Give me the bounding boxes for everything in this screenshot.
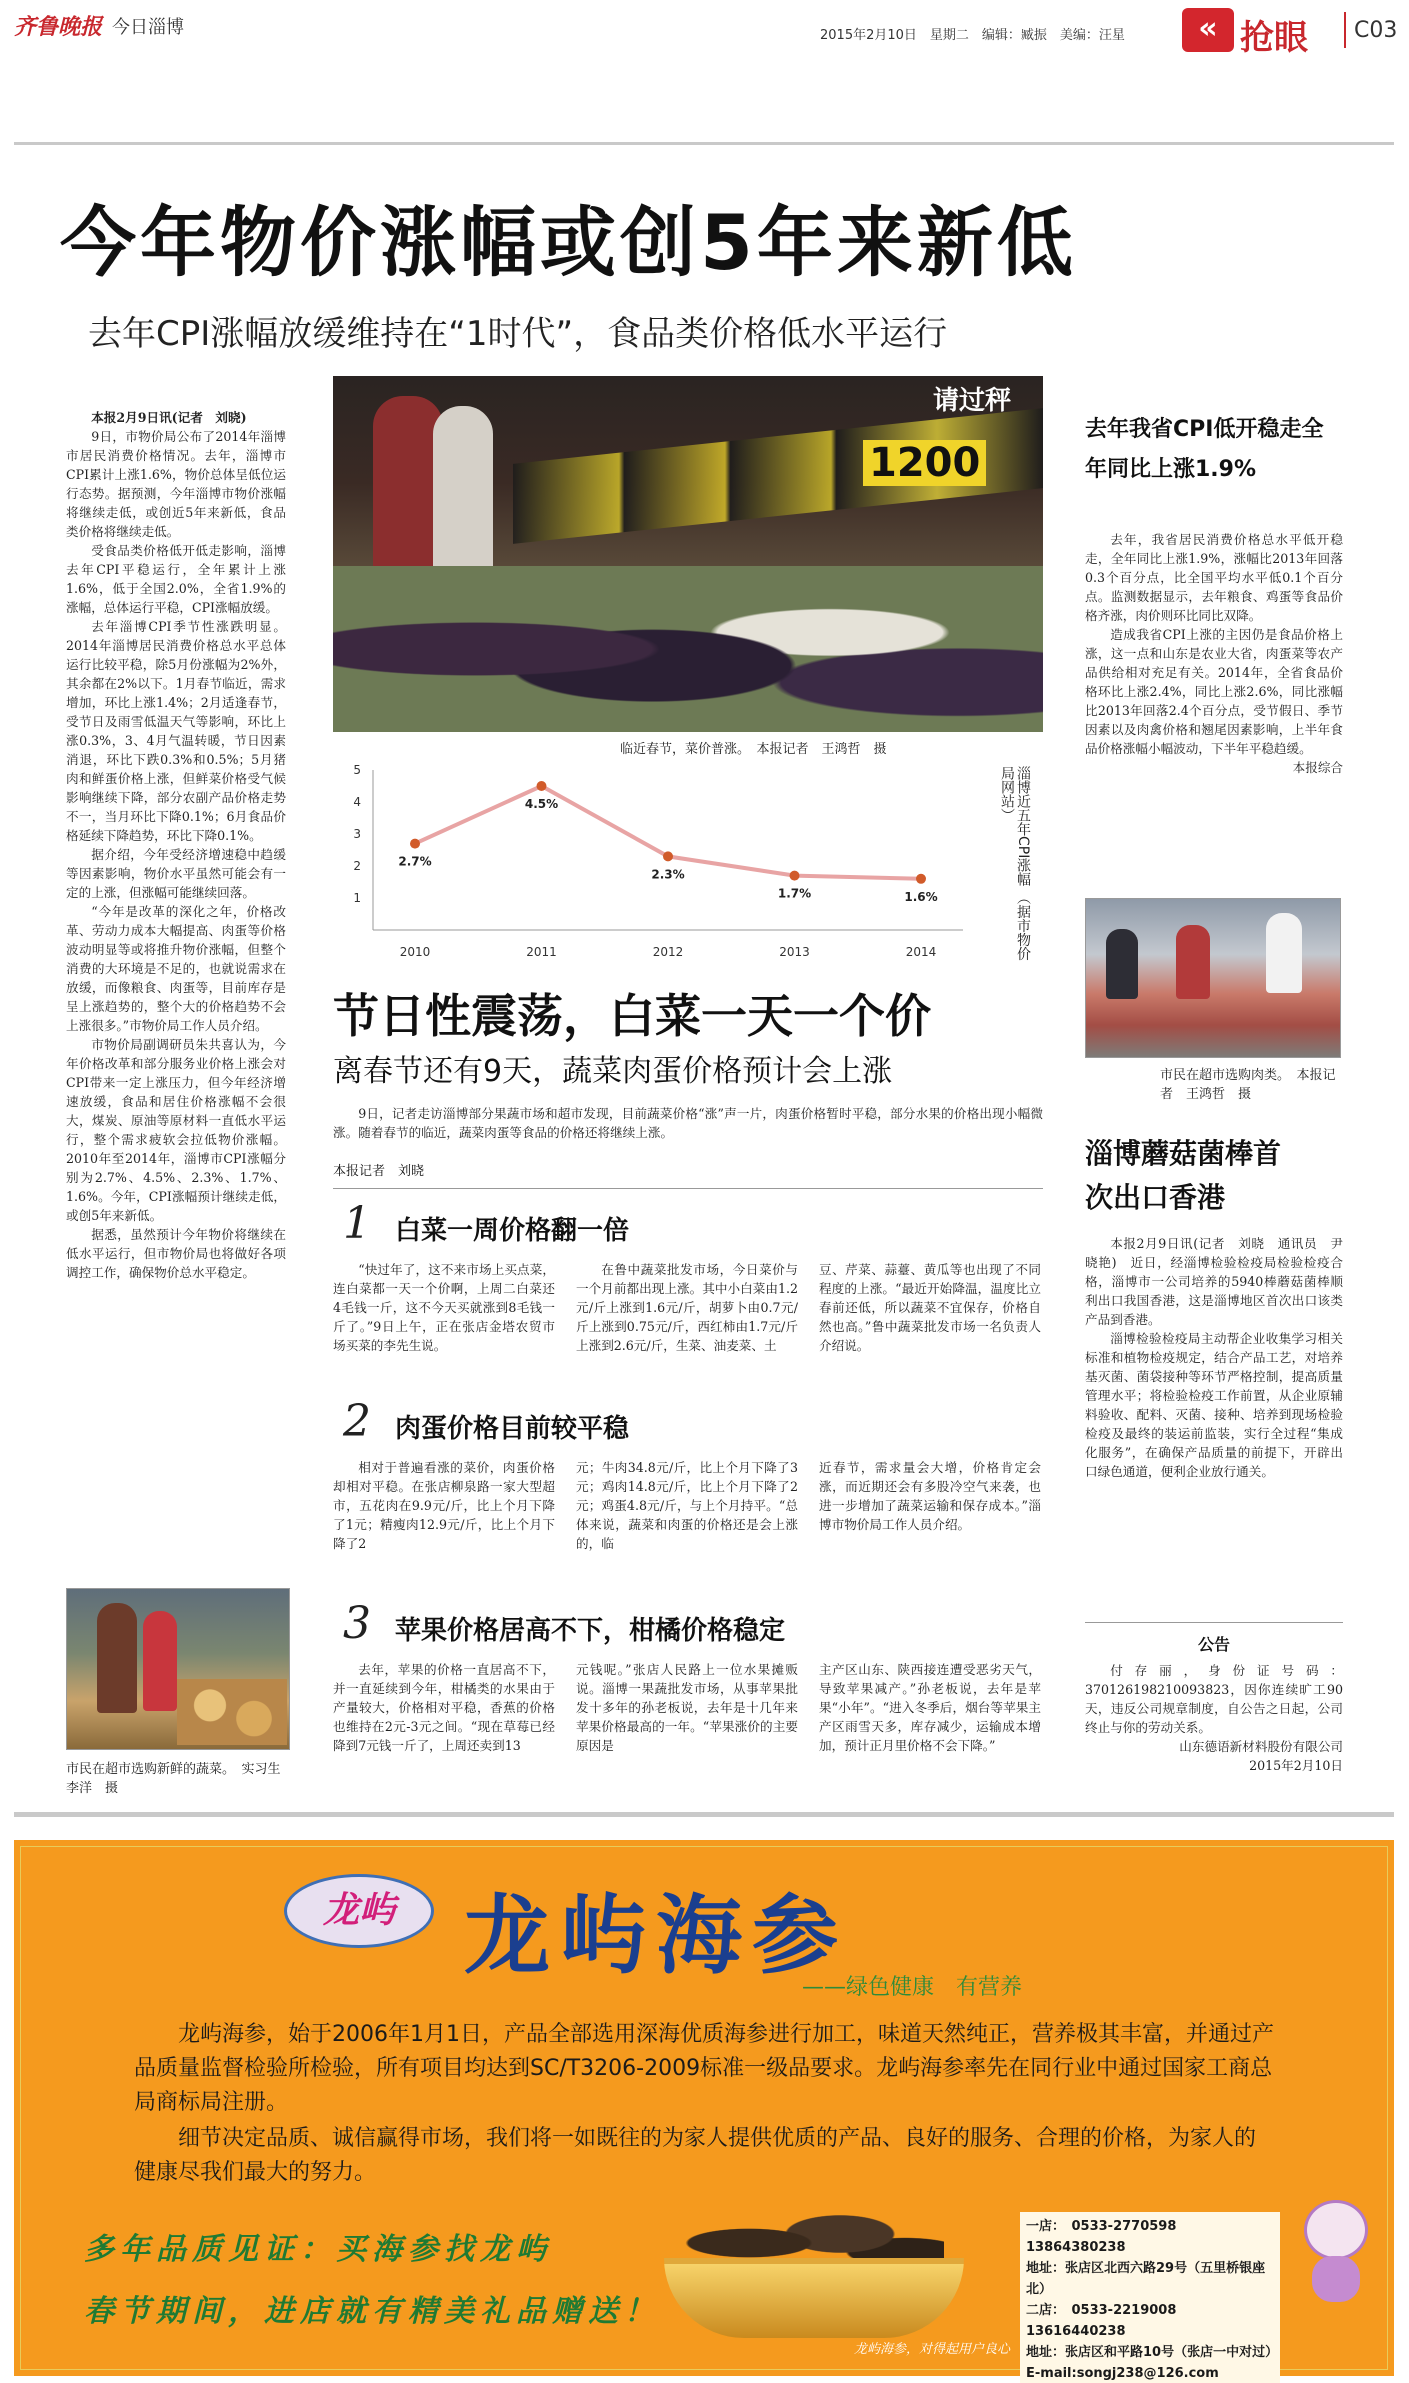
- page-number: C03: [1354, 18, 1398, 43]
- left-para: 据悉，虽然预计今年物价将继续在低水平运行，但市物价局也将做好各项调控工作，确保物价总水平稳定。: [66, 1227, 286, 1280]
- section-col: 去年，苹果的价格一直居高不下，并一直延续到今年，柑橘类的水果由于产量较大，价格相对平稳，香蕉的价格也维持在2元-3元之间。“现在草莓已经降到7元钱一斤了，上周还卖到13: [333, 1662, 555, 1753]
- mascot-head: [1304, 2200, 1368, 2260]
- data-point: [663, 851, 673, 861]
- notice-text: 付存丽，身份证号码：370126198210093823，因你连续旷工90天，违反公司规章制度，自公告之日起，公司终止与你的劳动关系。: [1085, 1663, 1343, 1735]
- data-label: 1.7%: [777, 886, 812, 901]
- section-col: 豆、芹菜、蒜薹、黄瓜等也出现了不同程度的上涨。“最近开始降温，温度比立春前还低，所以蔬菜不宜保存，价格自然也高。”鲁中蔬菜批发市场一名负责人介绍说。: [819, 1262, 1041, 1353]
- x-tick-label: 2013: [779, 945, 810, 959]
- data-label: 4.5%: [524, 797, 559, 811]
- photo-vegetables: [333, 566, 1043, 732]
- page-subtitle: 去年CPI涨幅放缓维持在“1时代”，食品类价格低水平运行: [88, 314, 948, 354]
- x-tick-label: 2011: [526, 945, 557, 959]
- contact-line: 地址：张店区和平路10号（张店一中对过）: [1026, 2345, 1279, 2360]
- ad-promo-1: 多年品质见证：买海参找龙屿: [84, 2232, 552, 2267]
- section-col: “快过年了，这不来市场上买点菜，连白菜都一天一个价啊，上周二白菜还4毛钱一斤，这不今天买就涨到8毛钱一斤了。”9日上午，正在张店金塔农贸市场买菜的李先生说。: [333, 1262, 555, 1353]
- section-col: 元；牛肉34.8元/斤，比上个月下降了3元；鸡肉14.8元/斤，比上个月下降了2元；鸡蛋4.8元/斤，与上个月持平。“总体来说，蔬菜和肉蛋的价格还是会上涨的，临: [576, 1460, 798, 1551]
- section-col: 主产区山东、陕西接连遭受恶劣天气，导致苹果减产。”孙老板说，去年是苹果“小年”。“进入冬季后，烟台等苹果主产区雨雪天多，库存减少，运输成本增加，预计正月里价格不会下降。”: [819, 1662, 1041, 1753]
- left-para: 受食品类价格低开低走影响，淄博去年CPI平稳运行，全年累计上涨1.6%，低于全国2.0%，全省1.9%的涨幅，总体运行平稳，CPI涨幅放缓。: [66, 543, 286, 615]
- ad-paragraph-1: 龙屿海参，始于2006年1月1日，产品全部选用深海优质海参进行加工，味道天然纯正，营养极其丰富，并通过产品质量监督检验所检验，所有项目均达到SC/T3206-2009标准一级品要求。龙屿海参率先在同行业中通过国家工商总局商标局注册。: [134, 2022, 1274, 2115]
- photo-shopper: [143, 1611, 177, 1711]
- section-title: 苹果价格居高不下，柑橘价格稳定: [395, 1616, 786, 1646]
- chart-source: （据市物价局网站）: [999, 766, 1031, 961]
- ad-promo-2: 春节期间，进店就有精美礼品赠送！: [84, 2294, 660, 2329]
- section-col: 相对于普遍看涨的菜价，肉蛋价格却相对平稳。在张店柳泉路一家大型超市，五花肉在9.9元/斤，比上个月下降了1元；精瘦肉12.9元/斤，比上个月下降了2: [333, 1460, 555, 1551]
- data-point: [790, 871, 800, 881]
- right-story1-byline: 本报综合: [1292, 760, 1343, 775]
- right-photo-caption: 市民在超市选购肉类。 本报记者 王鸿哲 摄: [1160, 1068, 1336, 1102]
- photo-shopper: [97, 1603, 137, 1713]
- data-label: 2.3%: [651, 867, 685, 882]
- section-number: 1: [343, 1198, 371, 1249]
- feature-section-1: [333, 1198, 1043, 1368]
- ad-rule: [14, 1812, 1394, 1817]
- contact-line: 一店： 0533-2770598 13864380238: [1026, 2219, 1190, 2255]
- feature-section-2: [333, 1396, 1043, 1606]
- feature-byline: 本报记者 刘晓: [333, 1164, 425, 1179]
- photo-butcher: [1266, 913, 1302, 993]
- cpi-series-line: [415, 786, 921, 882]
- x-tick-label: 2012: [652, 945, 684, 959]
- ad-bowl-image: [654, 2188, 1011, 2358]
- y-tick-label: 5: [353, 763, 361, 777]
- left-para: 去年淄博CPI季节性涨跌明显。2014年淄博居民消费价格总水平总体运行比较平稳，除5月份涨幅为2%外，其余都在2%以下。1月春节临近，需求增加，环比上涨1.4%；2月适逢春节，受节日及雨雪低温天气等影响，环比上涨0.3%，3、4月气温转暖，节日因素消退，环比下跌0.3%和0.5%；5月猪肉和鲜蛋价格上涨，但鲜菜价格受气候影响继续下降，部分农副产品价格走势不一，当月环比下降0.1%；6月食品价格延续下降趋势，环比下降0.1%。: [66, 619, 286, 843]
- feature-subtitle: 离春节还有9天，蔬菜肉蛋价格预计会上涨: [333, 1054, 893, 1089]
- notice-date: 2015年2月10日: [1249, 1758, 1343, 1773]
- y-tick-label: 2: [353, 859, 361, 873]
- bowl-shape: [664, 2258, 964, 2338]
- contact-line: 地址：张店区北西六路29号（五里桥银座北）: [1026, 2261, 1266, 2297]
- right-column: [1085, 410, 1343, 777]
- ad-brand: 龙屿海参: [464, 1885, 848, 1986]
- section-number: 2: [343, 1396, 371, 1447]
- chart-title: 淄博近五年CPI涨幅: [1015, 766, 1031, 887]
- cpi-chart: [333, 760, 1053, 970]
- right-story1-body: [1085, 530, 1343, 777]
- notice: [1085, 1632, 1343, 1775]
- ad-contacts: [1020, 2212, 1280, 2383]
- meat-photo: [1085, 898, 1341, 1058]
- y-tick-label: 4: [353, 795, 361, 809]
- photo-shopper: [433, 406, 493, 586]
- photo-price-text: 1200: [863, 440, 986, 486]
- data-point: [537, 781, 547, 791]
- photo-shopper: [1176, 925, 1210, 999]
- ad-paragraph-2: 细节决定品质、诚信赢得市场，我们将一如既往的为家人提供优质的产品、良好的服务、合理的价格，为家人的健康尽我们最大的努力。: [134, 2126, 1257, 2185]
- right-story2-body: [1085, 1234, 1343, 1481]
- right-story1-title: 去年我省CPI低开稳走全年同比上涨1.9%: [1085, 417, 1324, 482]
- section-col: 元钱呢。”张店人民路上一位水果摊贩说。淄博一果蔬批发市场，从事苹果批发十多年的孙老板说，去年是十几年来苹果价格最高的一年。“苹果涨价的主要原因是: [576, 1662, 798, 1753]
- feature-title: 节日性震荡，白菜一天一个价: [333, 989, 931, 1043]
- left-para: 本报2月9日讯(记者 刘晓): [91, 410, 247, 425]
- masthead: [14, 8, 1398, 58]
- section-col: 近春节，需求量会大增，价格肯定会涨，而近期还会有多股冷空气来袭，也进一步增加了蔬菜运输和保存成本。”淄博市物价局工作人员介绍。: [819, 1460, 1041, 1532]
- right-story2-title: 淄博蘑菇菌棒首次出口香港: [1085, 1137, 1282, 1214]
- x-tick-label: 2014: [905, 945, 937, 959]
- seafood-ad: [14, 1840, 1394, 2381]
- contact-line: 二店： 0533-2219008 13616440238: [1026, 2303, 1190, 2339]
- main-photo-caption: 临近春节，菜价普涨。 本报记者 王鸿哲 摄: [620, 742, 887, 757]
- section-col: 在鲁中蔬菜批发市场，今日菜价与一个月前都出现上涨。其中小白菜由1.2元/斤上涨到1.6元/斤，胡萝卜由0.7元/斤上涨到0.75元/斤，西红柿由1.7元/斤上涨到2.6元/斤，生菜、油麦菜、土: [576, 1262, 798, 1353]
- photo-sign-text: 请过秤: [933, 386, 1012, 416]
- data-point: [916, 874, 926, 884]
- section-title: 白菜一周价格翻一倍: [395, 1216, 630, 1246]
- data-point: [410, 839, 420, 849]
- photo-produce: [177, 1679, 287, 1745]
- section-badge: «: [1182, 8, 1234, 52]
- left-para: “今年是改革的深化之年，价格改革、劳动力成本大幅提高、肉蛋等价格波动明显等或将推升物价涨幅，但整个消费的大环境是不足的，也就说需求在放缓，而像粮食、肉蛋等，目前库存是呈上涨趋势的，整个大的价格趋势不会上涨很多。”市物价局工作人员介绍。: [66, 904, 286, 1033]
- left-para: 据介绍，今年受经济增速稳中趋缓等因素影响，物价水平虽然可能会有一定的上涨，但涨幅可能继续回落。: [66, 847, 286, 900]
- feature-section-3: [333, 1598, 1043, 1808]
- left-article: [66, 408, 286, 1282]
- section-number: 3: [343, 1598, 371, 1649]
- left-para: 市物价局副调研员朱共喜认为，今年价格改革和部分服务业价格上涨会对CPI带来一定上涨压力，但今年经济增速放缓，食品和居住价格涨幅不会很大，煤炭、原油等原材料一直低水平运行，整个需求疲软会拉低物价涨幅。2010年至2014年，淄博市CPI涨幅分别为2.7%、4.5%、2.3%、1.7%、1.6%。今年，CPI涨幅预计继续走低，或创5年来新低。: [66, 1037, 286, 1223]
- issue-meta: 2015年2月10日 星期二 编辑：臧振 美编：汪星: [820, 28, 1125, 43]
- vegetable-photo: [66, 1588, 290, 1750]
- cpi-line-chart: [333, 760, 1053, 970]
- contact-line: E-mail:songj238@126.com: [1026, 2366, 1219, 2381]
- notice-company: 山东德语新材料股份有限公司: [1179, 1739, 1343, 1754]
- right-para: 造成我省CPI上涨的主因仍是食品价格上涨，这一点和山东是农业大省，肉蛋菜等农产品供给相对充足有关。2014年，全省食品价格环比上涨2.4%，同比上涨2.6%，同比涨幅比2013年回落2.4个百分点，受节假日、季节因素以及肉禽价格和翘尾因素影响，上半年食品价格涨幅小幅波动，下半年平稳趋缓。: [1085, 627, 1343, 756]
- right-para: 本报2月9日讯(记者 刘晓 通讯员 尹晓艳) 近日，经淄博检验检疫局检验检疫合格，淄博市一公司培养的5940棒蘑菇菌棒顺利出口我国香港，这是淄博地区首次出口该类产品到香港。: [1085, 1236, 1343, 1327]
- chart-title-vertical: [991, 766, 1031, 970]
- market-photo: [333, 376, 1043, 732]
- ad-bowl-text: 龙屿海参，对得起用户良心: [854, 2342, 1011, 2357]
- ad-logo-text: 龙屿: [322, 1890, 395, 1931]
- right-para: 去年，我省居民消费价格总水平低开稳走，全年同比上涨1.9%，涨幅比2013年回落0.3个百分点，比全国平均水平低0.1个百分点。监测数据显示，去年粮食、鸡蛋等食品价格齐涨，肉价则环比同比双降。: [1085, 532, 1343, 623]
- notice-title: 公告: [1197, 1635, 1230, 1654]
- photo-shopper: [1106, 929, 1138, 999]
- header-divider: [1344, 12, 1346, 48]
- left-para: 9日，市物价局公布了2014年淄博市居民消费价格情况。去年，淄博市CPI累计上涨1.6%，物价总体呈低位运行态势。据预测，今年淄博市物价涨幅将继续走低，或创近5年来新低，食品类价格将继续走低。: [66, 429, 286, 539]
- paper-name: 齐鲁晚报: [14, 14, 103, 40]
- left-photo-caption: 市民在超市选购新鲜的蔬菜。 实习生 李洋 摄: [66, 1762, 294, 1796]
- mascot-body: [1312, 2256, 1360, 2302]
- feature-divider: [333, 1188, 1043, 1189]
- data-label: 2.7%: [398, 854, 432, 869]
- page-title: 今年物价涨幅或创5年来新低: [60, 198, 1077, 287]
- section-title: 肉蛋价格目前较平稳: [395, 1414, 630, 1444]
- right-para: 淄博检验检疫局主动帮企业收集学习相关标准和植物检疫规定，结合产品工艺，对培养基灭菌、菌袋接种等环节严格控制，提高质量管理水平；将检验检疫工作前置，从企业原辅料验收、配料、灭菌、接种、培养到现场检验检疫及最终的装运前监装，实行全过程“集成化服务”，在确保产品质量的前提下，开辟出口绿色通道，便利企业放行通关。: [1085, 1331, 1343, 1479]
- right-story2: [1085, 1132, 1343, 1481]
- section-title: 抢眼: [1240, 18, 1308, 58]
- header-rule: [14, 142, 1394, 145]
- ad-slogan: ——绿色健康 有营养: [802, 1975, 1023, 2000]
- notice-divider: [1085, 1622, 1343, 1623]
- feature-lead: 9日，记者走访淄博部分果蔬市场和超市发现，目前蔬菜价格“涨”声一片，肉蛋价格暂时平稳，部分水果的价格出现小幅微涨。随着春节的临近，蔬菜肉蛋等食品的价格还将继续上涨。: [333, 1106, 1043, 1140]
- y-tick-label: 1: [353, 891, 361, 905]
- data-label: 1.6%: [904, 889, 938, 904]
- y-tick-label: 3: [353, 827, 361, 841]
- ad-mascot: [1294, 2200, 1378, 2310]
- edition-label: 今日淄博: [112, 17, 184, 38]
- x-tick-label: 2010: [399, 945, 431, 959]
- ad-logo: [284, 1874, 434, 1948]
